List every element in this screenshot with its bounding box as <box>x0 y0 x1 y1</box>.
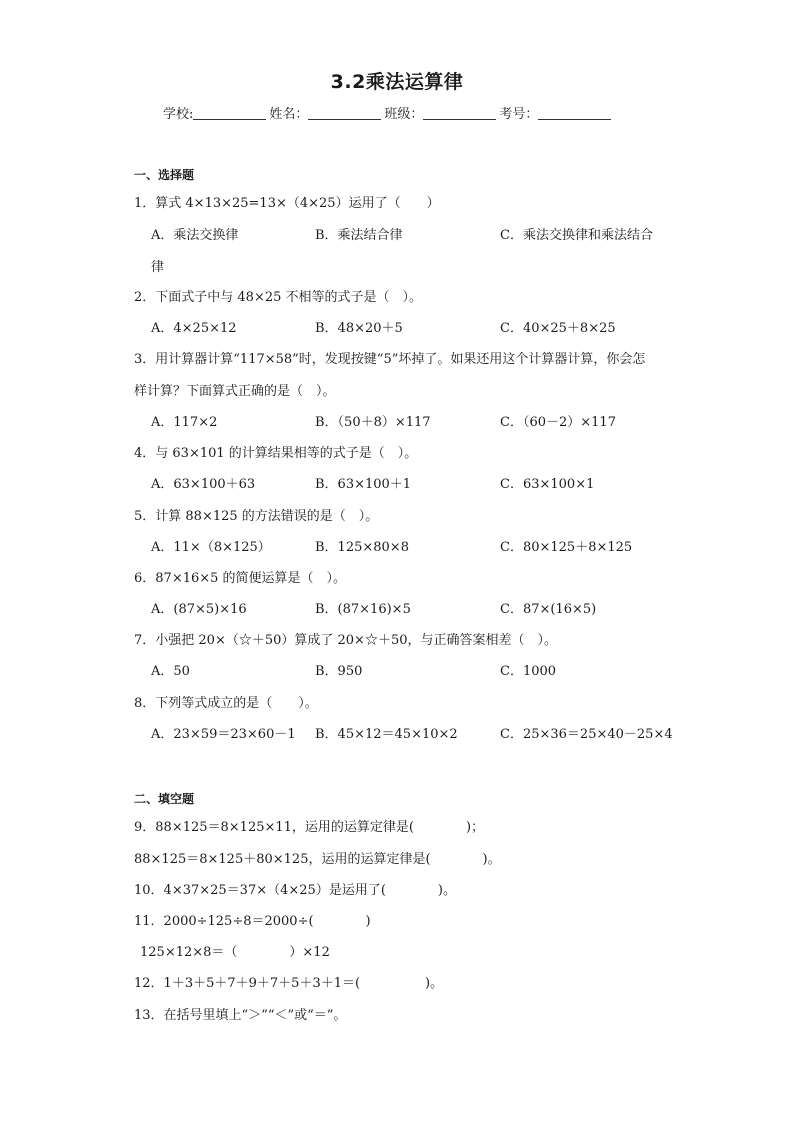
question-3-stem: 3．用计算器计算“117×58”时，发现按键“5”坏掉了。如果还用这个计算器计算，你会怎 <box>134 352 646 367</box>
question-3-stem-continued: 样计算？下面算式正确的是（ ）。 <box>134 384 336 399</box>
question-13: 13．在括号里填上“＞”“＜”或“＝”。 <box>134 1008 347 1023</box>
question-9-line-2: 88×125＝8×125＋80×125，运用的运算定律是( )。 <box>134 852 501 867</box>
question-3-option-b[interactable]: B．（50＋8）×117 <box>315 415 431 430</box>
exam-number-blank[interactable] <box>538 106 611 120</box>
question-4-option-b[interactable]: B．63×100＋1 <box>315 477 412 492</box>
question-6-stem: 6．87×16×5 的简便运算是（ ）。 <box>134 571 347 586</box>
question-2-option-c[interactable]: C．40×25＋8×25 <box>500 321 616 336</box>
section-fill-heading: 二、填空题 <box>134 792 195 806</box>
question-8-stem: 8．下列等式成立的是（ ）。 <box>134 696 318 711</box>
question-6-option-b[interactable]: B．(87×16)×5 <box>315 602 411 617</box>
school-label: 学校: <box>163 107 194 122</box>
question-3-option-c[interactable]: C．（60－2）×117 <box>500 415 616 430</box>
school-blank[interactable] <box>193 106 266 120</box>
page-title: 3.2乘法运算律 <box>330 71 464 93</box>
exam-number-label: 考号： <box>499 107 539 122</box>
question-6-option-c[interactable]: C．87×(16×5) <box>500 602 597 617</box>
question-2-option-b[interactable]: B．48×20＋5 <box>315 321 403 336</box>
question-10: 10．4×37×25＝37×（4×25）是运用了( )。 <box>134 883 456 898</box>
question-7-option-a[interactable]: A．50 <box>151 664 190 679</box>
question-5-option-a[interactable]: A．11×（8×125） <box>151 540 271 555</box>
question-3-option-a[interactable]: A．117×2 <box>151 415 218 430</box>
question-1-option-c[interactable]: C．乘法交换律和乘法结合 <box>500 228 653 243</box>
question-11-line-2: 125×12×8＝（ ）×12 <box>140 945 330 960</box>
section-choice-heading: 一、选择题 <box>134 168 195 182</box>
question-12: 12．1＋3＋5＋7＋9＋7＋5＋3＋1＝( )。 <box>134 976 444 991</box>
question-5-stem: 5．计算 88×125 的方法错误的是（ ）。 <box>134 509 379 524</box>
question-4-option-c[interactable]: C．63×100×1 <box>500 477 595 492</box>
question-8-option-c[interactable]: C．25×36＝25×40－25×4 <box>500 727 673 742</box>
question-7-stem: 7．小强把 20×（☆＋50）算成了 20×☆＋50，与正确答案相差（ ）。 <box>134 633 557 648</box>
question-1-option-c-continued: 律 <box>151 260 165 275</box>
question-1-option-b[interactable]: B．乘法结合律 <box>315 228 403 243</box>
question-7-option-c[interactable]: C．1000 <box>500 664 557 679</box>
question-4-option-a[interactable]: A．63×100＋63 <box>151 477 256 492</box>
student-info-row <box>163 103 614 122</box>
question-2-stem: 2．下面式子中与 48×25 不相等的式子是（ ）。 <box>134 290 423 305</box>
class-blank[interactable] <box>423 106 496 120</box>
name-label: 姓名： <box>269 107 309 122</box>
question-4-stem: 4．与 63×101 的计算结果相等的式子是（ ）。 <box>134 446 418 461</box>
question-6-option-a[interactable]: A．(87×5)×16 <box>151 602 247 617</box>
question-11-line-1: 11．2000÷125÷8＝2000÷( ) <box>134 914 371 929</box>
question-5-option-c[interactable]: C．80×125＋8×125 <box>500 540 633 555</box>
class-label: 班级： <box>384 107 424 122</box>
question-8-option-b[interactable]: B．45×12＝45×10×2 <box>315 727 458 742</box>
question-8-option-a[interactable]: A．23×59＝23×60－1 <box>151 727 296 742</box>
question-5-option-b[interactable]: B．125×80×8 <box>315 540 409 555</box>
question-1-option-a[interactable]: A．乘法交换律 <box>151 228 239 243</box>
question-2-option-a[interactable]: A．4×25×12 <box>151 321 237 336</box>
question-9-line-1: 9．88×125＝8×125×11，运用的运算定律是( )； <box>134 820 485 835</box>
question-1-stem: 1．算式 4×13×25=13×（4×25）运用了（ ） <box>134 196 440 211</box>
question-7-option-b[interactable]: B．950 <box>315 664 363 679</box>
name-blank[interactable] <box>308 106 381 120</box>
